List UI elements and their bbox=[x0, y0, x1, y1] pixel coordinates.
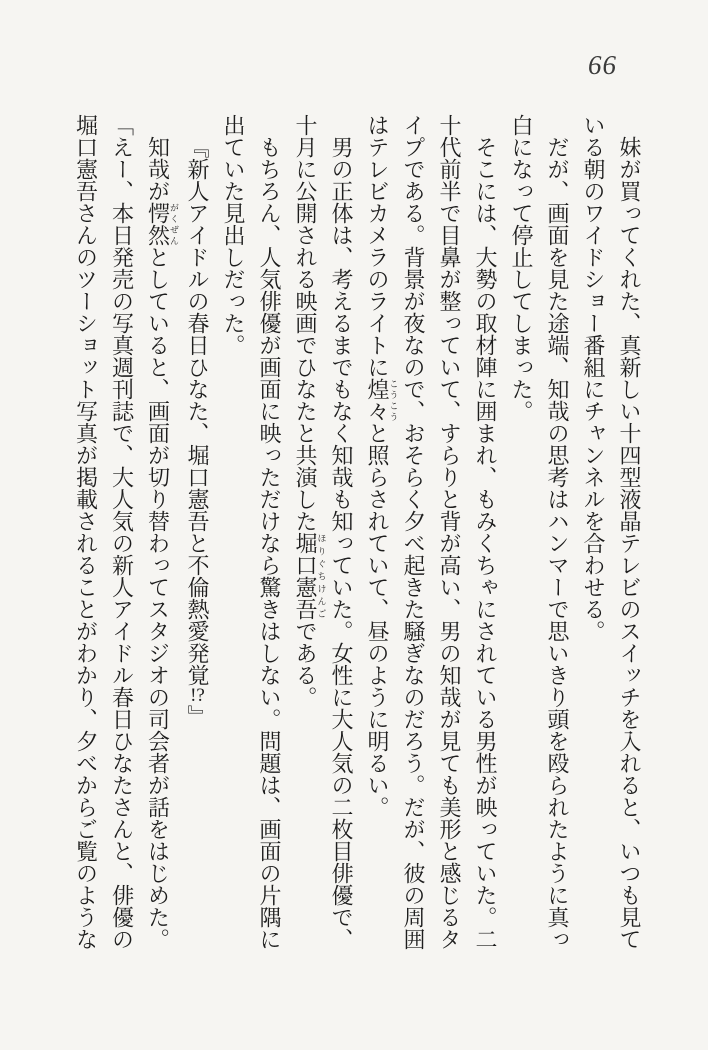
ruby-annotated-word: 煌々こうこう bbox=[365, 378, 399, 422]
page-number: 66 bbox=[588, 50, 617, 80]
paragraph: 「えー、本日発売の写真週刊誌で、大人気の新人アイドル春日ひなたさんと、俳優の堀口憲吾さんのツーショット写真が掲載されることがわかり、夕べからご覧のような bbox=[73, 114, 135, 950]
paragraph: 妹が買ってくれた、真新しい十四型液晶テレビのスイッチを入れると、いつも見ている朝のワイドショー番組にチャンネルを合わせる。 bbox=[581, 114, 642, 950]
ruby-annotated-word: 愕然がくぜん bbox=[145, 202, 179, 246]
paragraph: そこには、大勢の取材陣に囲まれ、もみくちゃにされている男性が映っていた。二十代前半で目鼻が整っていて、すらりと背が高い、男の知哉が見ても美形と感じるタイプである。背景が夜なので、おそらく夕べ起きた騒ぎなのだろう。だが、彼の周囲はテレビカメラのライトに煌々こうこうと照らされていて、昼のように明るい。 bbox=[365, 114, 498, 950]
paragraph: もちろん、人気俳優が画面に映っただけなら驚きはしない。問題は、画面の片隅に出ていた見出しだった。 bbox=[221, 114, 282, 950]
paragraph: だが、画面を見た途端、知哉の思考はハンマーで思いきり頭を殴られたように真っ白になって停止してしまった。 bbox=[509, 114, 570, 950]
paragraph: 男の正体は、考えるまでもなく知哉も知っていた。女性に大人気の二枚目俳優で、十月に公開される映画でひなたと共演した堀口憲吾ほりぐちけんごである。 bbox=[293, 114, 354, 950]
paragraph: 知哉が愕然がくぜんとしていると、画面が切り替わってスタジオの司会者が話をはじめた。 bbox=[145, 136, 179, 950]
ruby-annotated-word: 堀口憲吾ほりぐちけんご bbox=[293, 532, 327, 620]
tate-chu-yoko: !? bbox=[190, 686, 205, 705]
paragraph: 『新人アイドルの春日ひなた、堀口憲吾と不倫熱愛発覚!?』 bbox=[185, 136, 210, 727]
body-text bbox=[68, 114, 648, 954]
